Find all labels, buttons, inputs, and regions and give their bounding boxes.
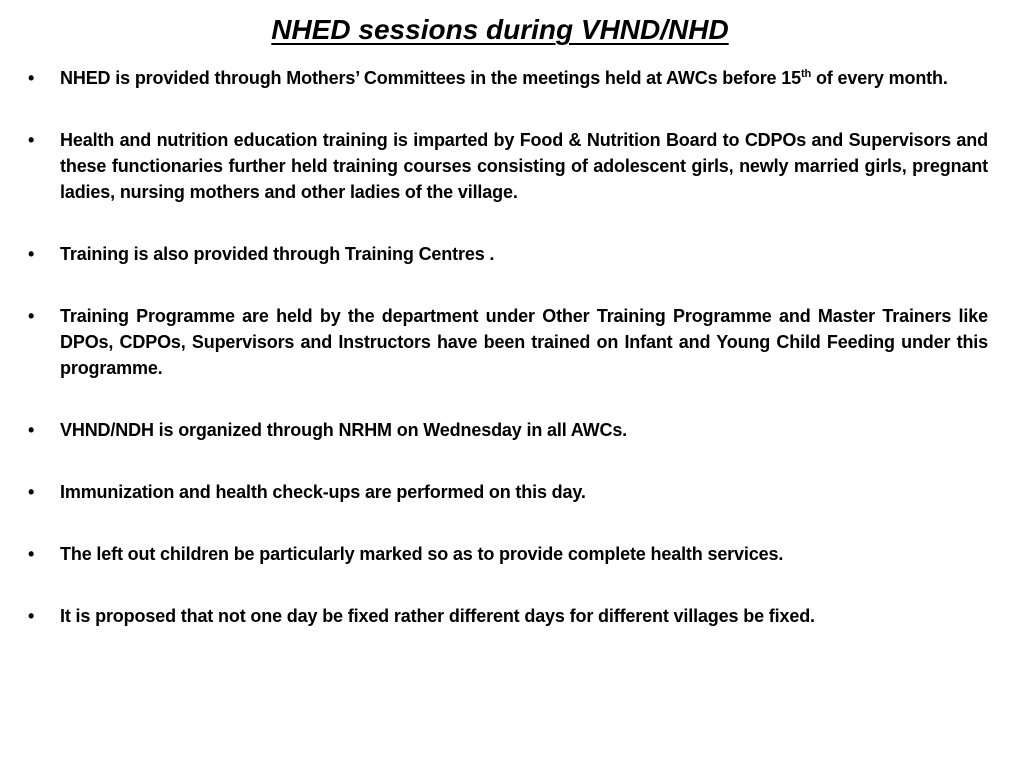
bullet-text-part: NHED is provided through Mothers’ Committees in the meetings held at AWCs before 15 [60,68,801,88]
list-item [28,479,988,505]
bullet-text [60,68,948,88]
bullet-text-part: of every month. [811,68,948,88]
list-item [28,303,988,381]
list-item [28,603,988,629]
list-item [28,417,988,443]
list-item [28,65,988,91]
list-item [28,127,988,205]
bullet-text: The left out children be particularly marked so as to provide complete health services. [60,544,784,564]
bullet-icon: • [28,244,35,264]
bullet-icon: • [28,606,35,626]
bullet-text: Health and nutrition education training is imparted by Food & Nutrition Board to CDPOs and Supervisors and these functionaries further held training courses consisting of adolescent girls, newly married girls, pregnant ladies, nursing mothers and other ladies of the village. [60,130,988,202]
bullet-text: VHND/NDH is organized through NRHM on Wednesday in all AWCs. [60,420,628,440]
bullet-icon: • [28,420,35,440]
list-item [28,541,988,567]
bullet-superscript: th [801,68,812,80]
bullet-icon: • [28,130,35,150]
bullet-text: Training Programme are held by the department under Other Training Programme and Master Trainers like DPOs, CDPOs, Supervisors and Instructors have been trained on Infant and Young Child Feeding under this programme. [60,306,988,378]
bullet-icon: • [28,544,35,564]
bullet-list [28,65,988,665]
list-item [28,241,988,267]
slide-title: NHED sessions during VHND/NHD [271,14,729,45]
bullet-text: It is proposed that not one day be fixed rather different days for different villages be fixed. [60,606,815,626]
bullet-text: Training is also provided through Training Centres . [60,244,495,264]
bullet-icon: • [28,68,35,88]
bullet-text: Immunization and health check-ups are performed on this day. [60,482,586,502]
bullet-icon: • [28,482,35,502]
bullet-icon: • [28,306,35,326]
